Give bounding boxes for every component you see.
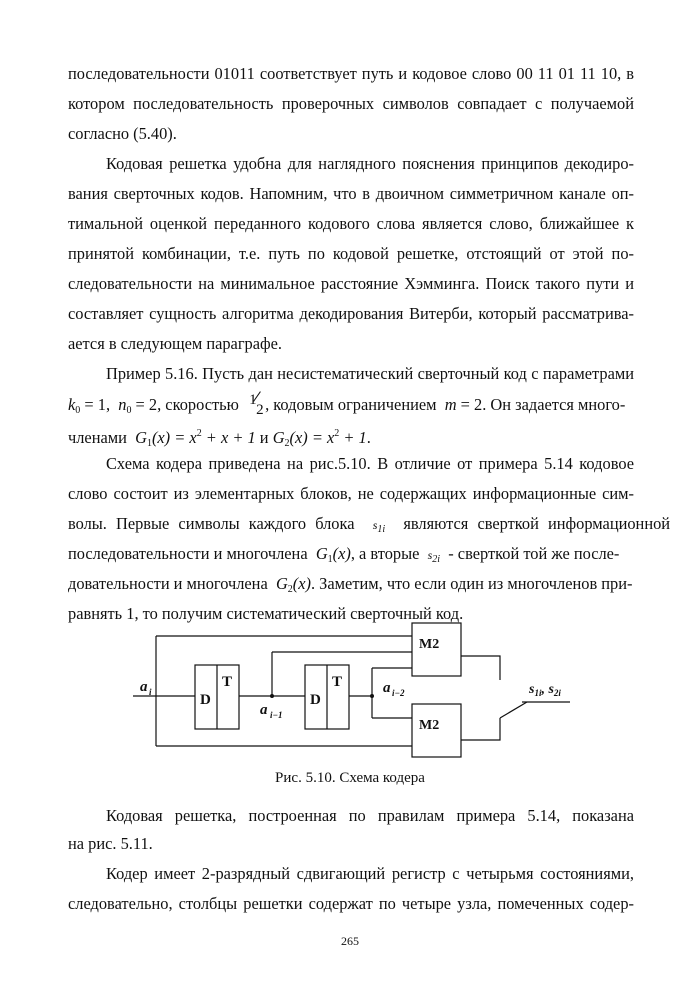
register-2-d-label: D <box>310 692 321 708</box>
paragraph-4-line-3-b: являются сверткой информационной <box>403 514 671 533</box>
g2-ref-argument: (x) <box>292 574 311 593</box>
paragraph-4-line-4-b: , а вторые <box>350 544 420 563</box>
mid-signal-subscript: i−1 <box>270 710 283 720</box>
m2-bottom-output-wire <box>461 718 500 740</box>
output-label-s1: s <box>529 682 535 697</box>
s1-subscript: 1i <box>377 524 386 535</box>
output-label-sub2: 2i <box>553 688 561 698</box>
speed-text: , скоростью <box>157 395 239 414</box>
output-label-sep: , s <box>541 682 554 697</box>
s1-symbol: s <box>372 518 378 532</box>
polynomials-word: членами <box>68 428 127 447</box>
paragraph-2-line-7: ается в следующем параграфе. <box>68 334 283 353</box>
g1-ref-subscript: 1 <box>327 554 333 565</box>
paragraph-4-line-5-a: довательности и многочлена <box>68 574 268 593</box>
k0-subscript: 0 <box>75 405 81 416</box>
out-signal-subscript: i−2 <box>392 688 405 698</box>
paragraph-2-line-1: Кодовая решетка удобна для наглядного пояснения принципов декодиро- <box>106 154 634 173</box>
paragraph-4-line-3-a: волы. Первые символы каждого блока <box>68 514 355 533</box>
input-label-subscript: i <box>149 687 152 697</box>
paragraph-2-line-5: следовательности на минимальное расстояние Хэмминга. Поиск такого пути и <box>68 274 634 293</box>
paragraph-3-line-2: $k_0 = 1$, $n_0 = 2$, скоростью 1 2 , кодовым ограничением m = 2. Он задается много- <box>68 392 626 418</box>
g2-equals: = x <box>311 428 335 447</box>
g1-subscript: 1 <box>146 438 152 449</box>
m2-bottom-label: M2 <box>419 718 440 733</box>
n0-subscript: 0 <box>126 405 132 416</box>
g2-subscript: 2 <box>284 438 290 449</box>
n0-symbol: n <box>118 395 127 414</box>
paragraph-2-line-6: составляет сущность алгоритма декодирования Витерби, который рассматрива- <box>68 304 634 323</box>
s2-subscript: 2i <box>432 554 441 565</box>
mid-signal-label: a <box>260 702 268 718</box>
g2-power: 2 <box>334 428 340 439</box>
m-value: = 2 <box>460 395 483 414</box>
paragraph-6-line-1: Кодер имеет 2-разрядный сдвигающий регистр с четырьмя состояниями, <box>106 864 634 883</box>
paragraph-5-line-2: на рис. 5.11. <box>68 834 153 853</box>
g1-rest: + x + 1 <box>205 428 256 447</box>
paragraph-4-line-2: слово состоит из элементарных блоков, не содержащих информационные сим- <box>68 484 634 503</box>
paragraph-3-line-1: Пример 5.16. Пусть дан несистематический сверточный код с параметрами <box>106 364 634 383</box>
paragraph-4-line-1: Схема кодера приведена на рис.5.10. В отличие от примера 5.14 кодовое <box>106 454 634 473</box>
paragraph-4-line-6: равнять 1, то получим систематический сверточный код. <box>68 604 464 623</box>
paragraph-6-line-2: следовательно, столбцы решетки содержат по четыре узла, помеченных содер- <box>68 894 634 913</box>
k0-symbol: k <box>68 395 76 414</box>
junction-dot-2 <box>370 694 374 698</box>
g2-rest: + 1 <box>343 428 367 447</box>
out-signal-label: a <box>383 680 391 696</box>
paragraph-1-line-2: котором последовательность проверочных символов совпадает с получаемой <box>68 94 634 113</box>
n0-value: = 2 <box>135 395 158 414</box>
paragraph-2-line-4: принятой комбинации, т.е. путь по кодовой решетке, отстоящий от этой по- <box>68 244 634 263</box>
m2-top-output-wire <box>461 656 500 680</box>
k0-value: = 1 <box>84 395 106 414</box>
register-1-t-label: T <box>222 674 233 690</box>
g1-symbol: G <box>135 428 147 447</box>
register-1-d-label: D <box>200 692 211 708</box>
register-2-t-label: T <box>332 674 343 690</box>
figure-caption: Рис. 5.10. Схема кодера <box>275 770 425 786</box>
g2-argument: (x) <box>289 428 308 447</box>
g2-symbol: G <box>272 428 285 447</box>
g1-power: 2 <box>196 428 202 439</box>
and-word: и <box>259 428 269 447</box>
paragraph-4-line-4-a: последовательности и многочлена <box>68 544 308 563</box>
paragraph-2-line-3: тимальной оценкой переданного кодового слова является слово, ближайшее к <box>68 214 634 233</box>
paragraph-3-end: . <box>366 428 371 447</box>
input-label: a <box>140 679 148 695</box>
g1-argument: (x) <box>151 428 171 447</box>
g2-ref-symbol: G <box>275 574 288 593</box>
g1-equals: = x <box>174 428 197 447</box>
paragraph-5-line-1: Кодовая решетка, построенная по правилам примера 5.14, показана <box>106 806 634 825</box>
junction-dot-1 <box>270 694 274 698</box>
rate-numerator: 1 <box>249 392 257 408</box>
commutator-switch <box>500 702 527 718</box>
m2-top-label: M2 <box>419 637 440 652</box>
paragraph-1-line-1: последовательности 01011 соответствует путь и кодовое слово 00 11 01 11 10, в <box>68 64 634 83</box>
paragraph-1-line-3: согласно (5.40). <box>68 124 177 143</box>
paragraph-4-line-5-b: . Заметим, что если один из многочленов при- <box>310 574 633 593</box>
m-symbol: m <box>444 395 457 414</box>
rate-denominator: 2 <box>256 402 264 418</box>
s2-symbol: s <box>427 548 433 562</box>
constraint-text: , кодовым ограничением <box>265 395 437 414</box>
output-label-sub1: 1i <box>534 688 542 698</box>
paragraph-3-line-2-tail: . Он задается много- <box>482 395 626 414</box>
g1-ref-symbol: G <box>315 544 328 563</box>
output-label <box>528 682 561 698</box>
paragraph-2-line-2: вания сверточных кодов. Напомним, что в двоичном симметричном канале оп- <box>68 184 634 203</box>
g2-ref-subscript: 2 <box>287 584 293 595</box>
page-number: 265 <box>341 934 359 948</box>
g1-ref-argument: (x) <box>332 544 351 563</box>
paragraph-4-line-4-c: - сверткой той же после- <box>448 544 620 563</box>
